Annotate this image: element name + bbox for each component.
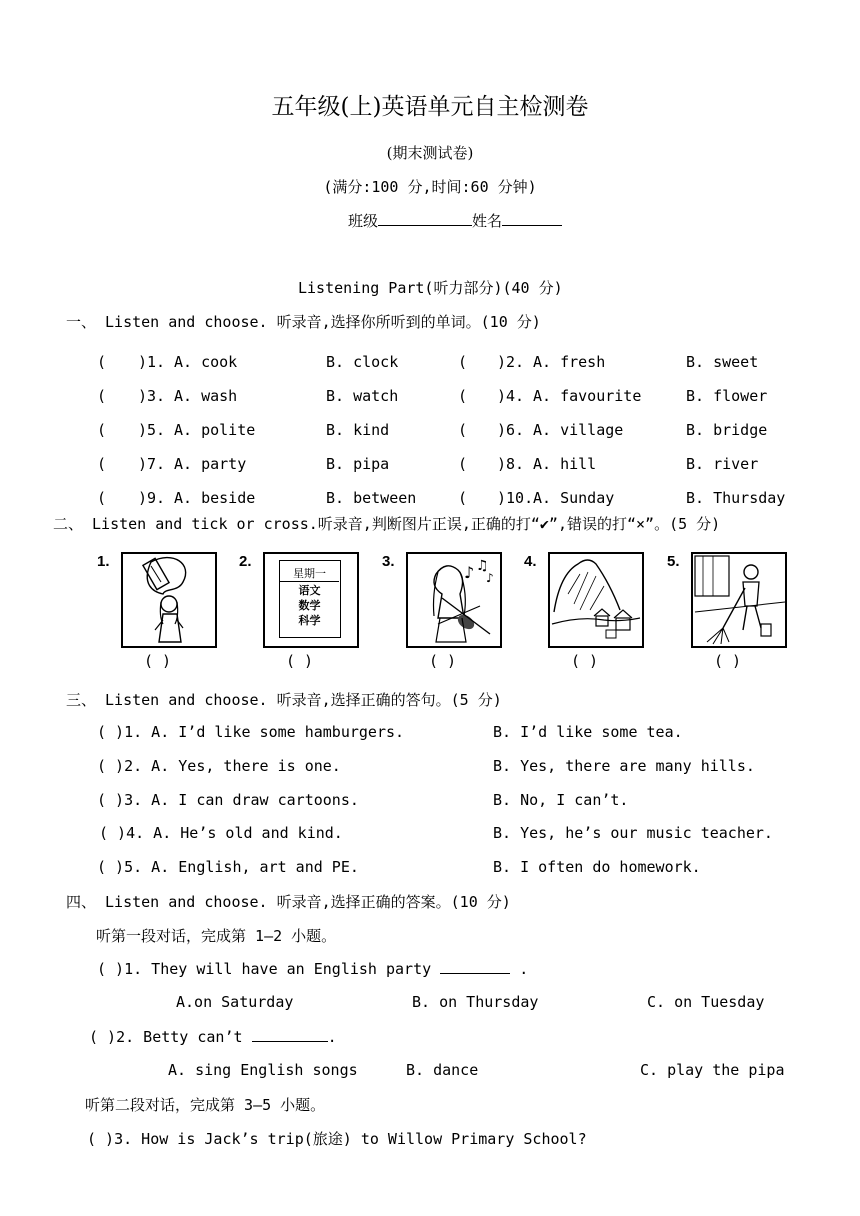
q1-option-b: B. on Thursday xyxy=(412,993,539,1011)
question-number: )5. xyxy=(138,421,166,439)
boy-sweeping-icon xyxy=(693,554,785,646)
answer-bracket[interactable]: ( xyxy=(97,421,107,439)
question-number: )8. xyxy=(497,455,525,473)
option-b: B. bridge xyxy=(686,421,768,439)
option-b: B. Thursday xyxy=(686,489,786,507)
name-label: 姓名 xyxy=(472,212,503,230)
svg-text:♪: ♪ xyxy=(464,563,475,582)
option-b: B. kind xyxy=(326,421,390,439)
picture-3-answer[interactable]: ( ) xyxy=(429,652,457,670)
option-b: B. river xyxy=(686,455,759,473)
question4-2-end: . xyxy=(327,1028,337,1046)
calendar-icon xyxy=(279,560,341,638)
answer-bracket[interactable]: ( xyxy=(458,353,468,371)
option-a: A. wash xyxy=(174,387,238,405)
question4-2 xyxy=(89,1027,337,1046)
answer-bracket[interactable]: ( xyxy=(97,387,107,405)
question-number: )7. xyxy=(138,455,166,473)
option-a: A. favourite xyxy=(533,387,642,405)
picture-5-frame xyxy=(691,552,787,648)
answer-bracket[interactable]: ( xyxy=(97,489,107,507)
picture-4-number: 4. xyxy=(524,553,537,570)
question-number: )1. xyxy=(138,353,166,371)
page-title: 五年级(上)英语单元自主检测卷 xyxy=(271,94,589,120)
svg-text:♫: ♫ xyxy=(476,558,489,574)
section3-option-b: B. Yes, he’s our music teacher. xyxy=(493,824,773,842)
svg-text:♪: ♪ xyxy=(486,571,494,585)
q1-option-a: A.on Saturday xyxy=(176,993,294,1011)
option-b: B. clock xyxy=(326,353,399,371)
question4-1 xyxy=(97,959,528,978)
picture-5-answer[interactable]: ( ) xyxy=(714,652,742,670)
picture-2-answer[interactable]: ( ) xyxy=(286,652,314,670)
picture-5-number: 5. xyxy=(667,553,680,570)
question4-1-blank[interactable] xyxy=(440,959,510,974)
q2-option-c: C. play the pipa xyxy=(640,1061,785,1079)
option-b: B. between xyxy=(326,489,417,507)
class-label: 班级 xyxy=(348,212,379,230)
subject-science: 科学 xyxy=(298,614,321,627)
picture-1-answer[interactable]: ( ) xyxy=(144,652,172,670)
calendar-weekday: 星期一 xyxy=(280,565,339,582)
question-number: )3. xyxy=(138,387,166,405)
section3-question: ( )4. A. He’s old and kind. xyxy=(99,824,343,842)
option-a: A. fresh xyxy=(533,353,606,371)
section3-question: ( )2. A. Yes, there is one. xyxy=(97,757,341,775)
picture-1-number: 1. xyxy=(97,553,110,570)
picture-2-frame xyxy=(263,552,359,648)
section3-question: ( )1. A. I’d like some hamburgers. xyxy=(97,723,405,741)
option-b: B. watch xyxy=(326,387,399,405)
section3-option-b: B. I’d like some tea. xyxy=(493,723,683,741)
question4-2-text: ( )2. Betty can’t xyxy=(89,1028,243,1046)
section2-heading: 二、 Listen and tick or cross.听录音,判断图片正误,正确的打“✔”,错误的打“×”。(5 分) xyxy=(53,515,721,533)
picture-2-number: 2. xyxy=(239,553,252,570)
answer-bracket[interactable]: ( xyxy=(458,455,468,473)
section3-option-b: B. No, I can’t. xyxy=(493,791,629,809)
dialogue1-instruction: 听第一段对话，完成第 1—2 小题。 xyxy=(96,927,337,945)
dialogue2-instruction: 听第二段对话，完成第 3—5 小题。 xyxy=(85,1096,326,1114)
section1-heading: 一、 Listen and choose. 听录音,选择你所听到的单词。(10 分) xyxy=(66,313,541,331)
name-blank[interactable] xyxy=(502,211,562,226)
option-a: A. party xyxy=(174,455,247,473)
q2-option-b: B. dance xyxy=(406,1061,479,1079)
answer-bracket[interactable]: ( xyxy=(97,455,107,473)
picture-4-frame xyxy=(548,552,644,648)
option-b: B. pipa xyxy=(326,455,390,473)
picture-3-frame xyxy=(406,552,502,648)
score-time-info: (满分:100 分,时间:60 分钟) xyxy=(323,178,537,196)
girl-violin-icon xyxy=(408,554,500,646)
answer-bracket[interactable]: ( xyxy=(458,489,468,507)
picture-4-answer[interactable]: ( ) xyxy=(571,652,599,670)
option-a: A. polite xyxy=(174,421,256,439)
class-blank[interactable] xyxy=(378,211,472,226)
subject-math: 数学 xyxy=(298,599,321,612)
question-number: )9. xyxy=(138,489,166,507)
page-subtitle: (期末测试卷) xyxy=(386,144,474,162)
answer-bracket[interactable]: ( xyxy=(458,421,468,439)
option-b: B. flower xyxy=(686,387,768,405)
q1-option-c: C. on Tuesday xyxy=(647,993,765,1011)
question4-2-blank[interactable] xyxy=(252,1027,328,1042)
girl-reading-icon xyxy=(123,554,215,646)
hill-house-icon xyxy=(550,554,642,646)
question-number: )10. xyxy=(497,489,534,507)
picture-3-number: 3. xyxy=(382,553,395,570)
picture-1-frame xyxy=(121,552,217,648)
section4-heading: 四、 Listen and choose. 听录音,选择正确的答案。(10 分) xyxy=(66,893,511,911)
answer-bracket[interactable]: ( xyxy=(97,353,107,371)
option-a: A. hill xyxy=(533,455,597,473)
section3-option-b: B. I often do homework. xyxy=(493,858,701,876)
section3-question: ( )5. A. English, art and PE. xyxy=(97,858,359,876)
calendar-subjects xyxy=(280,583,339,628)
question4-1-text: ( )1. They will have an English party xyxy=(97,960,432,978)
option-b: B. sweet xyxy=(686,353,759,371)
question-number: )6. xyxy=(497,421,525,439)
question-number: )4. xyxy=(497,387,525,405)
answer-bracket[interactable]: ( xyxy=(458,387,468,405)
question4-3: ( )3. How is Jack’s trip(旅途) to Willow Primary School? xyxy=(87,1130,587,1148)
class-name-line xyxy=(348,210,562,231)
option-a: A. Sunday xyxy=(533,489,615,507)
subject-chinese: 语文 xyxy=(298,584,321,597)
part-title: Listening Part(听力部分)(40 分) xyxy=(298,279,563,297)
section3-option-b: B. Yes, there are many hills. xyxy=(493,757,755,775)
section3-heading: 三、 Listen and choose. 听录音,选择正确的答句。(5 分) xyxy=(66,691,502,709)
option-a: A. cook xyxy=(174,353,238,371)
option-a: A. village xyxy=(533,421,624,439)
section3-question: ( )3. A. I can draw cartoons. xyxy=(97,791,359,809)
question-number: )2. xyxy=(497,353,525,371)
q2-option-a: A. sing English songs xyxy=(168,1061,358,1079)
option-a: A. beside xyxy=(174,489,256,507)
question4-1-end: . xyxy=(519,960,529,978)
